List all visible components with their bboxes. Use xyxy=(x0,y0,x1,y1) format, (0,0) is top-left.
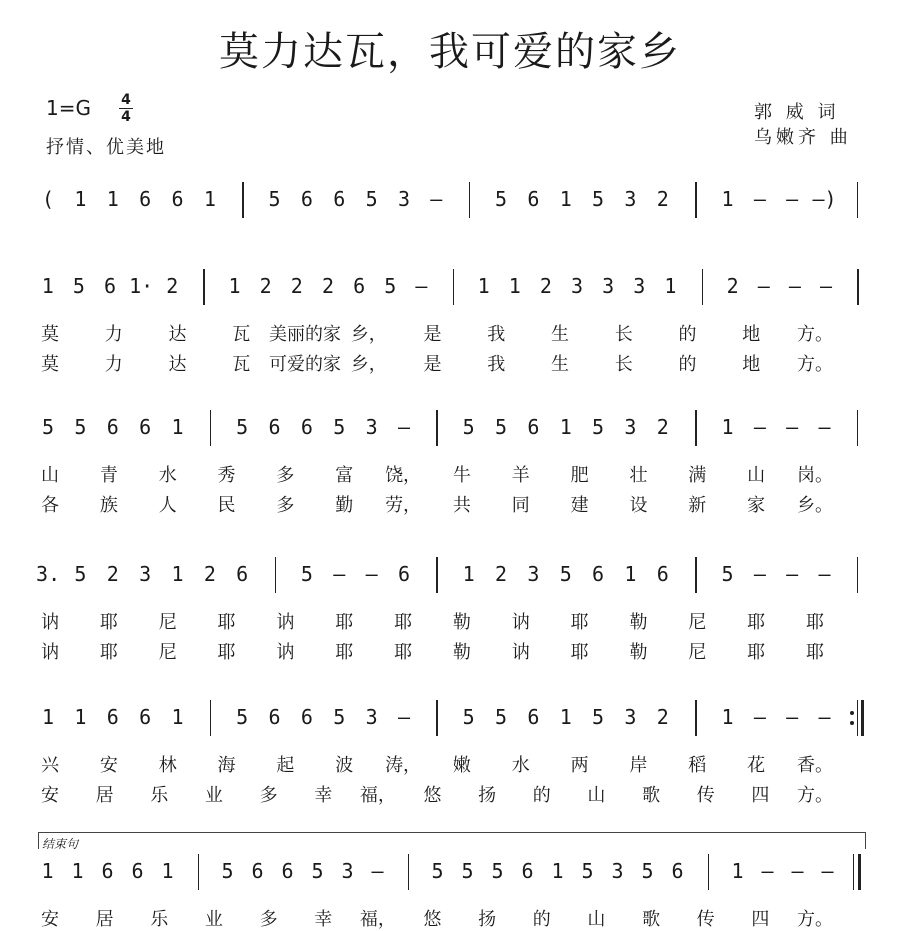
lyric-syllable: 耶 xyxy=(335,612,354,633)
note: 6 xyxy=(527,705,540,729)
note: 5 xyxy=(721,562,734,586)
note: ( xyxy=(42,187,55,211)
note: 5 xyxy=(494,187,508,211)
lyric-syllable: 乐 xyxy=(150,785,169,806)
lyric-syllable: 力 xyxy=(104,324,123,345)
barline xyxy=(408,854,410,890)
lyric-syllable: 四 xyxy=(751,909,770,930)
note: 5 xyxy=(494,705,508,729)
note: 3 xyxy=(365,415,378,439)
note: 6 xyxy=(671,859,684,883)
note: 5 xyxy=(74,562,87,586)
barline xyxy=(857,182,859,218)
note: 1 xyxy=(41,274,54,298)
lyric-syllable: 四 xyxy=(751,785,770,806)
barline xyxy=(695,182,697,218)
lyric-syllable: 我 xyxy=(487,324,506,345)
lyric-syllable: 水 xyxy=(511,755,530,776)
note: – xyxy=(820,274,833,298)
barline xyxy=(436,700,438,736)
note: 5 xyxy=(559,562,572,586)
note: 3 xyxy=(527,562,540,586)
note: 1 xyxy=(551,859,564,883)
lyric-syllable: 生 xyxy=(551,324,569,345)
note: 6 xyxy=(236,562,249,586)
note: – xyxy=(753,562,766,586)
note: 2 xyxy=(656,705,669,729)
note: 6 xyxy=(171,187,184,211)
lyric-syllable: 业 xyxy=(204,785,223,806)
lyric-syllable: 方。 xyxy=(797,354,833,375)
barline xyxy=(858,854,861,890)
note: 3. xyxy=(36,562,61,586)
lyric-syllable: 讷 xyxy=(41,642,59,663)
tempo-marking: 抒情、优美地 xyxy=(46,137,166,158)
lyric-syllable: 勤 xyxy=(335,495,354,516)
note: 6 xyxy=(139,187,152,211)
lyric-syllable: 方。 xyxy=(797,909,833,930)
note: 5 xyxy=(431,859,444,883)
note: – xyxy=(397,415,410,439)
note: – xyxy=(791,859,804,883)
note: 1 xyxy=(171,562,184,586)
lyric-syllable: 尼 xyxy=(688,642,707,663)
lyric-syllable: 民 xyxy=(217,495,236,516)
note: – xyxy=(786,187,799,211)
note: 1 xyxy=(664,274,677,298)
note: 6 xyxy=(106,705,119,729)
lyric-syllable: 耶 xyxy=(806,612,824,633)
note: 5 xyxy=(333,705,346,729)
note: 6 xyxy=(268,415,281,439)
note: 5 xyxy=(494,415,508,439)
note: 6 xyxy=(139,415,152,439)
lyric-syllable: 岗。 xyxy=(797,465,833,486)
lyric-syllable: 耶 xyxy=(394,612,413,633)
barline xyxy=(695,700,697,736)
lyricist-credit: 郭 威 词 xyxy=(754,102,840,123)
lyric-syllable: 悠 xyxy=(423,909,442,930)
note: – xyxy=(371,859,384,883)
note: 1 xyxy=(74,705,87,729)
lyric-syllable: 长 xyxy=(614,354,633,375)
lyric-syllable: 讷 xyxy=(511,612,530,633)
note: 1 xyxy=(559,705,572,729)
note: 5 xyxy=(592,415,605,439)
lyric-syllable: 勒 xyxy=(629,642,648,663)
note: 3 xyxy=(633,274,646,298)
note: 6 xyxy=(333,187,346,211)
note: 3 xyxy=(397,187,410,211)
note: – xyxy=(753,415,766,439)
note: 3 xyxy=(624,705,637,729)
lyric-syllable: 多 xyxy=(276,465,295,486)
lyric-syllable: 劳， xyxy=(385,495,422,516)
note: 1 xyxy=(41,859,54,883)
note: 1 xyxy=(42,705,55,729)
note: 1 xyxy=(171,415,184,439)
barline xyxy=(708,854,710,890)
note: 6 xyxy=(521,859,534,883)
lyric-syllable: 波 xyxy=(335,755,354,776)
lyric-syllable: 多 xyxy=(276,495,295,516)
lyric-syllable: 悠 xyxy=(423,785,442,806)
lyric-syllable: 山 xyxy=(587,909,606,930)
lyric-syllable: 幸 xyxy=(314,909,333,930)
lyric-syllable: 香。 xyxy=(797,755,833,776)
lyric-syllable: 耶 xyxy=(747,642,766,663)
lyric-syllable: 瓦 xyxy=(232,354,251,375)
lyric-syllable: 方。 xyxy=(797,324,833,345)
lyric-syllable: 安 xyxy=(41,909,59,930)
barline xyxy=(436,410,438,446)
lyric-syllable: 水 xyxy=(158,465,177,486)
note: 6 xyxy=(300,187,313,211)
lyric-syllable: 传 xyxy=(696,785,715,806)
lyric-syllable: 莫 xyxy=(41,354,59,375)
note: 2 xyxy=(106,562,119,586)
lyric-syllable: 幸 xyxy=(314,785,333,806)
note: –) xyxy=(812,187,837,211)
lyric-syllable: 力 xyxy=(104,354,123,375)
time-signature-top: 4 xyxy=(121,92,131,108)
note: 5 xyxy=(74,415,87,439)
note: – xyxy=(333,562,346,586)
note: 1 xyxy=(71,859,84,883)
note: – xyxy=(818,415,831,439)
note: – xyxy=(786,415,799,439)
lyric-syllable: 兴 xyxy=(41,755,59,776)
lyric-syllable: 美丽的家 xyxy=(269,324,341,345)
lyric-syllable: 的 xyxy=(678,354,697,375)
note: 2 xyxy=(656,415,669,439)
lyric-syllable: 耶 xyxy=(394,642,413,663)
note: 2 xyxy=(166,274,179,298)
note: 5 xyxy=(221,859,234,883)
lyric-syllable: 安 xyxy=(41,785,59,806)
lyric-syllable: 肥 xyxy=(570,465,589,486)
note: – xyxy=(761,859,774,883)
barline xyxy=(203,269,205,305)
note: – xyxy=(788,274,801,298)
barline xyxy=(210,410,212,446)
lyric-syllable: 壮 xyxy=(629,465,648,486)
note: 1 xyxy=(721,705,734,729)
note: – xyxy=(365,562,378,586)
note: 6 xyxy=(106,415,119,439)
note: 5 xyxy=(581,859,594,883)
note: 1 xyxy=(559,187,572,211)
lyric-syllable: 起 xyxy=(276,755,295,776)
lyric-syllable: 可爱的家 xyxy=(269,354,341,375)
lyric-syllable: 达 xyxy=(168,354,187,375)
page-title: 莫力达瓦，我可爱的家乡 xyxy=(219,29,681,75)
lyric-syllable: 满 xyxy=(688,465,707,486)
barline xyxy=(857,700,859,736)
note: 1 xyxy=(203,187,216,211)
note: 1 xyxy=(161,859,174,883)
lyric-syllable: 尼 xyxy=(158,612,177,633)
barline xyxy=(857,410,859,446)
note: 5 xyxy=(462,415,475,439)
lyric-syllable: 我 xyxy=(487,354,506,375)
note: 5 xyxy=(462,705,475,729)
repeat-dot xyxy=(850,721,854,725)
note: 2 xyxy=(726,274,739,298)
note: 6 xyxy=(139,705,152,729)
lyric-syllable: 扬 xyxy=(478,785,497,806)
lyric-syllable: 岸 xyxy=(629,755,648,776)
lyric-syllable: 山 xyxy=(587,785,606,806)
lyric-syllable: 讷 xyxy=(276,642,295,663)
note: – xyxy=(415,274,428,298)
note: 5 xyxy=(384,274,397,298)
note: 2 xyxy=(290,274,303,298)
note: 6 xyxy=(353,274,366,298)
note: – xyxy=(786,562,799,586)
note: 6 xyxy=(300,415,313,439)
lyric-syllable: 地 xyxy=(742,354,761,375)
barline xyxy=(695,557,697,593)
note: 3 xyxy=(624,415,637,439)
barline xyxy=(702,269,704,305)
lyric-syllable: 居 xyxy=(95,909,114,930)
barline xyxy=(436,557,438,593)
note: 6 xyxy=(527,187,540,211)
note: 6 xyxy=(131,859,144,883)
lyric-syllable: 扬 xyxy=(478,909,497,930)
time-signature-bottom: 4 xyxy=(121,109,131,125)
lyric-syllable: 讷 xyxy=(41,612,59,633)
note: 6 xyxy=(104,274,117,298)
lyric-syllable: 山 xyxy=(41,465,59,486)
note: 5 xyxy=(461,859,474,883)
note: – xyxy=(818,705,831,729)
note: 1 xyxy=(559,415,572,439)
barline xyxy=(857,557,859,593)
lyric-syllable: 讷 xyxy=(511,642,530,663)
lyric-syllable: 各 xyxy=(41,495,59,516)
barline xyxy=(275,557,277,593)
barline xyxy=(469,182,471,218)
note: 6 xyxy=(397,562,410,586)
note: 5 xyxy=(311,859,324,883)
note: 3 xyxy=(624,187,637,211)
note: 2 xyxy=(321,274,334,298)
note: 1 xyxy=(477,274,490,298)
lyric-syllable: 乐 xyxy=(150,909,169,930)
lyric-syllable: 安 xyxy=(99,755,118,776)
lyric-syllable: 牛 xyxy=(452,465,471,486)
note: 3 xyxy=(341,859,354,883)
note: 2 xyxy=(259,274,272,298)
note: – xyxy=(430,187,443,211)
note: – xyxy=(757,274,770,298)
lyric-syllable: 多 xyxy=(259,909,278,930)
note: 6 xyxy=(300,705,313,729)
lyric-syllable: 乡， xyxy=(350,354,387,375)
lyric-syllable: 达 xyxy=(168,324,187,345)
note: 6 xyxy=(101,859,114,883)
note: – xyxy=(786,705,799,729)
note: 1 xyxy=(721,187,734,211)
note: 3 xyxy=(570,274,584,298)
note: 1 xyxy=(624,562,637,586)
lyric-syllable: 稻 xyxy=(688,755,707,776)
lyric-syllable: 富 xyxy=(335,465,354,486)
lyric-syllable: 族 xyxy=(99,495,118,516)
note: 5 xyxy=(641,859,654,883)
lyric-syllable: 同 xyxy=(511,495,530,516)
note: 1 xyxy=(508,274,521,298)
note: 5 xyxy=(42,415,55,439)
lyric-syllable: 生 xyxy=(551,354,569,375)
lyric-syllable: 居 xyxy=(95,785,114,806)
barline xyxy=(861,700,864,736)
lyric-syllable: 歌 xyxy=(642,785,661,806)
note: 5 xyxy=(592,187,605,211)
lyric-syllable: 共 xyxy=(452,495,471,516)
lyric-syllable: 饶， xyxy=(385,465,422,486)
note: 2 xyxy=(494,562,508,586)
note: 5 xyxy=(365,187,378,211)
lyric-syllable: 是 xyxy=(423,324,442,345)
lyric-syllable: 乡。 xyxy=(797,495,833,516)
lyric-syllable: 涛， xyxy=(385,755,422,776)
lyric-syllable: 方。 xyxy=(797,785,833,806)
barline xyxy=(695,410,697,446)
lyric-syllable: 莫 xyxy=(41,324,59,345)
lyric-syllable: 耶 xyxy=(335,642,354,663)
note: 5 xyxy=(268,187,281,211)
note: 2 xyxy=(539,274,552,298)
lyric-syllable: 耶 xyxy=(99,612,118,633)
lyric-syllable: 乡， xyxy=(350,324,387,345)
note: – xyxy=(753,187,766,211)
lyric-syllable: 林 xyxy=(158,755,177,776)
note: 5 xyxy=(236,415,249,439)
note: 3 xyxy=(611,859,624,883)
lyric-syllable: 耶 xyxy=(99,642,118,663)
lyric-syllable: 山 xyxy=(747,465,766,486)
lyric-syllable: 新 xyxy=(688,495,707,516)
barline xyxy=(453,269,455,305)
barline xyxy=(210,700,212,736)
note: 6 xyxy=(656,562,669,586)
note: 6 xyxy=(281,859,294,883)
barline xyxy=(857,269,859,305)
note: 3 xyxy=(602,274,615,298)
lyric-syllable: 海 xyxy=(217,755,236,776)
lyric-syllable: 设 xyxy=(629,495,648,516)
lyric-syllable: 尼 xyxy=(158,642,177,663)
lyric-syllable: 地 xyxy=(742,324,761,345)
lyric-syllable: 福， xyxy=(359,909,396,930)
lyric-syllable: 长 xyxy=(614,324,633,345)
note: 1 xyxy=(106,187,119,211)
composer-credit: 乌嫩齐 曲 xyxy=(754,127,852,148)
lyric-syllable: 歌 xyxy=(642,909,661,930)
note: 5 xyxy=(236,705,249,729)
lyric-syllable: 两 xyxy=(570,755,589,776)
lyric-syllable: 瓦 xyxy=(232,324,251,345)
lyric-syllable: 传 xyxy=(696,909,715,930)
note: 3 xyxy=(365,705,378,729)
note: 1 xyxy=(721,415,734,439)
note: 1· xyxy=(129,274,154,298)
lyric-syllable: 尼 xyxy=(688,612,707,633)
note: 6 xyxy=(592,562,605,586)
lyric-syllable: 勒 xyxy=(452,612,471,633)
note: – xyxy=(753,705,766,729)
note: 1 xyxy=(74,187,87,211)
repeat-dot xyxy=(850,711,854,715)
note: 6 xyxy=(251,859,264,883)
lyric-syllable: 建 xyxy=(570,495,589,516)
lyric-syllable: 耶 xyxy=(217,612,236,633)
note: 1 xyxy=(462,562,475,586)
lyric-syllable: 秀 xyxy=(217,465,236,486)
note: 5 xyxy=(300,562,313,586)
note: 3 xyxy=(139,562,152,586)
note: 5 xyxy=(72,274,85,298)
lyric-syllable: 耶 xyxy=(217,642,236,663)
key-signature: 1=G xyxy=(46,96,91,120)
lyric-syllable: 青 xyxy=(99,465,118,486)
note: 5 xyxy=(592,705,605,729)
lyric-syllable: 家 xyxy=(747,495,766,516)
note: – xyxy=(821,859,834,883)
lyric-syllable: 的 xyxy=(532,785,551,806)
lyric-syllable: 的 xyxy=(532,909,551,930)
note: 1 xyxy=(228,274,241,298)
lyric-syllable: 勒 xyxy=(629,612,648,633)
barline xyxy=(853,854,855,890)
lyric-syllable: 讷 xyxy=(276,612,295,633)
note: 6 xyxy=(527,415,540,439)
lyric-syllable: 福， xyxy=(359,785,396,806)
note: 6 xyxy=(268,705,281,729)
lyric-syllable: 花 xyxy=(747,755,766,776)
lyric-syllable: 嫩 xyxy=(452,755,471,776)
lyric-syllable: 的 xyxy=(678,324,697,345)
note: – xyxy=(818,562,831,586)
lyric-syllable: 耶 xyxy=(570,612,589,633)
ending-label: 结束句 xyxy=(42,837,79,851)
lyric-syllable: 羊 xyxy=(511,465,530,486)
lyric-syllable: 勒 xyxy=(452,642,471,663)
lyric-syllable: 是 xyxy=(423,354,442,375)
lyric-syllable: 耶 xyxy=(747,612,766,633)
note: 5 xyxy=(333,415,346,439)
note: 5 xyxy=(491,859,504,883)
lyric-syllable: 业 xyxy=(204,909,223,930)
note: 2 xyxy=(656,187,669,211)
lyric-syllable: 人 xyxy=(158,495,177,516)
lyric-syllable: 多 xyxy=(259,785,278,806)
note: 2 xyxy=(203,562,216,586)
barline xyxy=(242,182,244,218)
note: – xyxy=(397,705,410,729)
barline xyxy=(198,854,200,890)
note: 1 xyxy=(731,859,744,883)
note: 1 xyxy=(171,705,184,729)
lyric-syllable: 耶 xyxy=(570,642,589,663)
lyric-syllable: 耶 xyxy=(806,642,824,663)
